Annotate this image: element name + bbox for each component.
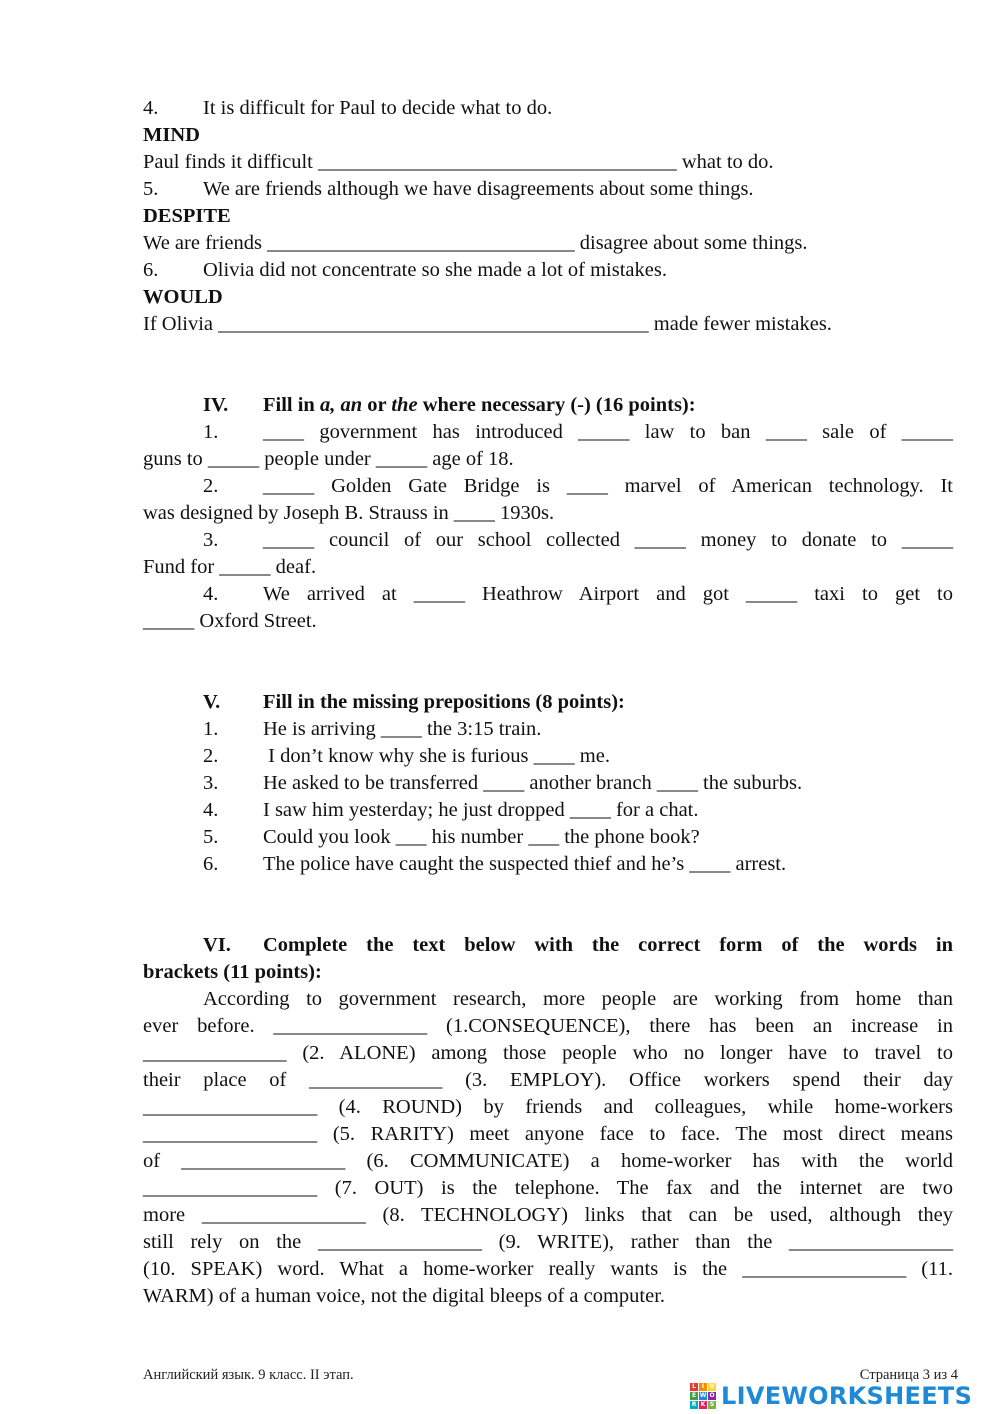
text-line[interactable]: more ________________ (8. TECHNOLOGY) links that can be used, although they [143,1204,953,1226]
text-line[interactable]: _________________ (5. RARITY) meet anyone face to face. The most direct means [143,1123,953,1145]
section-5-item[interactable]: 1. He is arriving ____ the 3:15 train. [203,718,542,740]
text-line[interactable]: (10. SPEAK) word. What a home-worker really wants is the ________________ (11. [143,1258,953,1280]
section-5-title: V. Fill in the missing prepositions (8 points): [203,691,625,713]
text-line[interactable]: ______________ (2. ALONE) among those people who no longer have to travel to [143,1042,953,1064]
item-number: 1. [203,421,219,443]
section-6-title: VI. Complete the text below with the correct form of the words in [203,934,953,956]
answer-line[interactable]: We are friends ______________________________ disagree about some things. [143,232,808,254]
section-6 [143,932,953,1310]
text-line: WARM) of a human voice, not the digital bleeps of a computer. [143,1285,666,1307]
text-line[interactable]: of ________________ (6. COMMUNICATE) a home-worker has with the world [143,1150,953,1172]
section-5-item[interactable]: 2. I don’t know why she is furious ____ me. [203,745,610,767]
section-4-item: 1. ____ government has introduced _____ law to ban ____ sale of _____ guns to _____ people under _____ age of 18. [143,421,953,470]
section-5-item[interactable]: 4. I saw him yesterday; he just dropped ____ for a chat. [203,799,699,821]
liveworksheets-wordmark: LIVEWORKSHEETS [721,1382,973,1410]
section-6-text [143,986,953,1310]
item-number: 4. [203,583,219,605]
section-5-item[interactable]: 5. Could you look ___ his number ___ the phone book? [203,826,700,848]
text-line[interactable]: _________________ (4. ROUND) by friends and colleagues, while home-workers [143,1096,953,1118]
answer-line[interactable]: Paul finds it difficult ___________________________________ what to do. [143,151,774,173]
section3-item-6 [143,257,953,338]
footer-page-number: Страница 3 из 4 [859,1367,958,1383]
text-line[interactable]: their place of _____________ (3. EMPLOY). Office workers spend their day [143,1069,953,1091]
text-line[interactable]: ever before. _______________ (1.CONSEQUENCE), there has been an increase in [143,1015,953,1037]
item-number: 2. [203,475,219,497]
text-line[interactable]: still rely on the ________________ (9. WRITE), rather than the ________________ [143,1231,953,1253]
worksheet-page [143,95,953,1310]
section-4-item: 2. _____ Golden Gate Bridge is ____ marvel of American technology. It was designed by Joseph B. Strauss in ____ 1930s. [143,475,953,524]
text-line: According to government research, more people are working from home than [203,988,953,1010]
liveworksheets-grid-icon: L I V E W O R K S [691,1383,715,1408]
item-sentence: We are friends although we have disagreements about some things. [203,178,754,200]
section-4-title: IV. Fill in a, an or the where necessary (-) (16 points): [143,392,953,419]
item-number: 6. [143,259,159,281]
liveworksheets-logo [690,1381,972,1411]
section-4-item: 4. We arrived at _____ Heathrow Airport and got _____ taxi to get to _____ Oxford Street. [143,583,953,632]
section-5 [143,689,953,878]
section-6-title-cont: brackets (11 points): [143,961,322,983]
answer-line[interactable]: If Olivia __________________________________________ made fewer mistakes. [143,313,832,335]
section-5-item[interactable]: 3. He asked to be transferred ____ another branch ____ the suburbs. [203,772,803,794]
item-keyword: WOULD [143,286,223,308]
section-4-roman: IV. [203,394,229,416]
item-number: 4. [143,97,159,119]
section3-item-5 [143,176,953,257]
item-sentence: Olivia did not concentrate so she made a lot of mistakes. [203,259,667,281]
item-number: 3. [203,529,219,551]
text-line[interactable]: _________________ (7. OUT) is the telephone. The fax and the internet are two [143,1177,953,1199]
section-4 [143,392,953,635]
item-number: 5. [143,178,159,200]
section3-item-4 [143,95,953,176]
footer-left: Английский язык. 9 класс. II этап. [143,1367,354,1383]
section-5-item[interactable]: 6. The police have caught the suspected thief and he’s ____ arrest. [203,853,787,875]
item-keyword: DESPITE [143,205,231,227]
item-keyword: MIND [143,124,200,146]
item-sentence: It is difficult for Paul to decide what to do. [203,97,553,119]
section-4-item: 3. _____ council of our school collected _____ money to donate to _____ Fund for _____ deaf. [143,529,953,578]
